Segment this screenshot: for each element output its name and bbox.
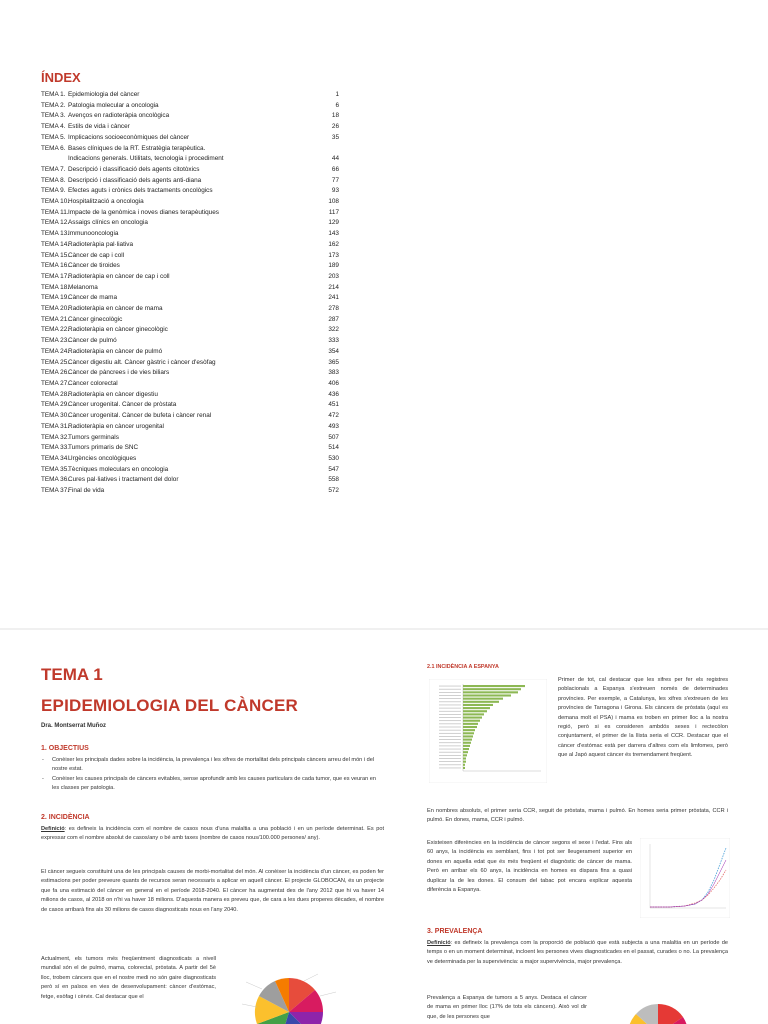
index-entry[interactable]	[41, 101, 339, 112]
bar-label-line	[439, 739, 461, 740]
entry-title: Càncer de pàncrees i de vies biliars	[68, 369, 170, 377]
entry-title: Càncer digestiu alt. Càncer gàstric i càncer d'esòfag	[68, 358, 216, 366]
index-title: ÍNDEX	[41, 70, 81, 85]
index-entry[interactable]	[41, 154, 339, 165]
entry-page: 451	[328, 401, 339, 409]
index-entry[interactable]	[41, 144, 339, 155]
entry-title: Implicacions socioeconòmiques del càncer	[68, 133, 190, 141]
index-entry[interactable]	[41, 283, 339, 294]
spain-incidence-bar-chart	[429, 679, 547, 783]
bar-label-line	[439, 698, 461, 699]
chart-bar	[463, 767, 465, 769]
entry-label: TEMA 8.	[41, 176, 66, 184]
index-entry[interactable]	[41, 433, 339, 444]
entry-page: 93	[331, 187, 339, 195]
prevalence-pie-chart	[598, 994, 728, 1024]
objectiu-item: - Conèixer les principals dades sobre la incidència, la prevalença i les xifres de mortalitat dels principals càncers arreu del món i del nostre estat.	[41, 756, 384, 775]
entry-label: TEMA 29.	[41, 401, 70, 409]
bar-label-line	[439, 689, 461, 690]
bar-label-line	[439, 717, 461, 718]
entry-title: Tumors germinals	[68, 433, 119, 441]
index-entry[interactable]	[41, 133, 339, 144]
chart-bar	[463, 757, 466, 759]
index-entry[interactable]	[41, 229, 339, 240]
bar-label-line	[439, 692, 461, 693]
entry-label: TEMA 27.	[41, 379, 70, 387]
entry-page: 287	[328, 315, 339, 323]
entry-title: Urgències oncològiques	[68, 454, 137, 462]
index-entry[interactable]	[41, 443, 339, 454]
index-entry[interactable]	[41, 411, 339, 422]
entry-label: TEMA 17.	[41, 272, 70, 280]
entry-title: Tècniques moleculars en oncologia	[68, 465, 169, 473]
entry-page: 129	[328, 219, 339, 227]
bar-label-line	[439, 724, 461, 725]
entry-title: Càncer de mama	[68, 294, 118, 302]
chart-bar	[463, 732, 474, 734]
incidencia-sex-age-paragraph: Existeixen diferències en la incidència de càncer segons el sexe i l'edat. Fins als 60 anys, la incidència es semblant, fins i tot pot ser lleugerament superior en dones en aquella edat que és més freqüent el diagnòstic de càncer de mama. Però en arribar els 60 anys, la incidència en homes es dispara fins a quasi duplicar la de les dones. El consum del tabac pot encara explicar aquesta diferència a Espanya.	[427, 840, 632, 894]
bar-label-line	[439, 752, 461, 753]
chart-bar	[463, 735, 473, 737]
chart-bar	[463, 729, 475, 731]
entry-label: TEMA 25.	[41, 358, 70, 366]
entry-title: Descripció i classificació dels agents anti-diana	[68, 176, 202, 184]
index-entry[interactable]	[41, 176, 339, 187]
entry-title: Avenços en radioteràpia oncològica	[68, 112, 170, 120]
chart-bar	[463, 748, 469, 750]
entry-label: TEMA 26.	[41, 369, 70, 377]
entry-title: Assaigs clínics en oncologia	[68, 219, 148, 227]
entry-title: Tumors primaris de SNC	[68, 444, 139, 452]
entry-title: Immunooncologia	[68, 230, 119, 238]
definition-text: : es defineix la incidència com el nombre de casos nous d'una malaltia a una població i en un període determinat. Es pot expressar com el nombre absolut de casos/any o bé amb taxes (nombre de casos nous/100.000 persones/ any).	[41, 826, 384, 842]
entry-page: 547	[328, 465, 339, 473]
chart-bar	[463, 739, 472, 741]
entry-label: TEMA 2.	[41, 101, 66, 109]
index-entry[interactable]	[41, 422, 339, 433]
definition-label: Definició	[41, 826, 65, 832]
entry-page: 278	[328, 305, 339, 313]
entry-label: TEMA 35.	[41, 465, 70, 473]
entry-title: Epidemiologia del càncer	[68, 91, 140, 98]
entry-page: 333	[328, 337, 339, 345]
chart-bar	[463, 694, 511, 696]
entry-page: 365	[328, 358, 339, 366]
incidencia-paragraph-2: Actualment, els tumors més freqüentment diagnosticats a nivell mundial són el de pulmó, mama, colorectal, pròstata. A partir del 5è lloc, trobem càncers que en el nostre medi no són gaire diagnosticats però sí en països en vies de desenvolupament: càncer d'estómac, fetge, esòfag i cèrvix. Cal destacar que el	[41, 956, 216, 1000]
entry-page: 162	[328, 240, 339, 248]
entry-page: 203	[328, 272, 339, 280]
entry-page: 214	[328, 283, 339, 291]
entry-title: Càncer de cap i coll	[68, 251, 125, 259]
entry-label: TEMA 11.	[41, 208, 69, 216]
entry-page: 558	[328, 476, 339, 484]
entry-page: 436	[328, 390, 339, 398]
objectius-list	[41, 756, 384, 794]
bar-label-line	[439, 686, 461, 687]
objectiu-item: - Conèixer les causes principals de càncers evitables, sense aprofundir amb les causes particulars de cada tumor, que es veuran en les classes per patologia.	[41, 775, 384, 794]
tema-title: EPIDEMIOLOGIA DEL CÀNCER	[41, 696, 298, 715]
entry-page: 472	[328, 412, 339, 420]
entry-title: Radioteràpia en càncer urogenital	[68, 422, 164, 430]
entry-title: Final de vida	[68, 487, 105, 495]
chart-bar	[463, 723, 478, 725]
author: Dra. Montserrat Muñoz	[41, 723, 107, 729]
entry-page: 18	[331, 112, 339, 120]
entry-page: 493	[328, 422, 339, 430]
entry-page: 507	[328, 433, 339, 441]
bar-label-line	[439, 714, 461, 715]
bar-label-line	[439, 746, 461, 747]
index-entry[interactable]	[41, 218, 339, 229]
entry-page: 189	[328, 262, 339, 270]
chart-bar	[463, 761, 466, 763]
index-entry[interactable]	[41, 261, 339, 272]
entry-title: Radioteràpia en càncer ginecològic	[68, 326, 168, 334]
entry-page: 530	[328, 454, 339, 462]
entry-title: Càncer urogenital. Càncer de pròstata	[68, 401, 177, 409]
entry-page: 77	[331, 176, 339, 184]
chart-bar	[463, 691, 518, 693]
entry-label: TEMA 20.	[41, 305, 70, 313]
world-incidence-pie-chart	[224, 952, 354, 1024]
index-entry[interactable]	[41, 347, 339, 358]
index-entry[interactable]	[41, 122, 339, 133]
incidencia-espanya-paragraph: Primer de tot, cal destacar que les xifres per fer els registres poblacionals a Espanya s'extreuen només de determinades províncies. Per exemple, a Catalunya, les xifres s'extreuen de les províncies de Tarragona i Girona. Els càncers de pròstata (aquí es demana molt el PSA) i mama es troben en primer lloc a la nostra regió, però si es consideren ambdós sexes i rectecòlon conjuntament, el primer de la llista seria el CCR. Destacar que el càncer d'estómac està per darrera d'altres com els limfomes, però que al Japó aquest càncer és tremendament freqüent.	[558, 677, 728, 759]
entry-label: TEMA 28.	[41, 390, 70, 398]
bar-label-line	[439, 730, 461, 731]
entry-label: TEMA 9.	[41, 187, 66, 195]
index-entry[interactable]	[41, 304, 339, 315]
bar-label-line	[439, 764, 461, 765]
incidencia-paragraph: El càncer segueix constituint una de les principals causes de morbi-mortalitat del món. Al conèixer la incidència d'un càncer, es poden fer estimacions per poder preveure quants de recursos seran necessaris a aplicar en aquell càncer. El projecte GLOBOCAN, és un projecte que fa una estimació del càncer en general en el període 2018-2040. El càncer ha augmentat des de l'any 2012 que hi va haver 14 milions de casos, al 2018 on n'hi va haver 18 milions. D'aquesta manera es preveu que, de cara a les dues properes dècades, el nombre de casos arribarà fins als 30 milions de casos diagnosticats nous en l'any 2040.	[41, 869, 384, 913]
chart-bar	[463, 710, 487, 712]
index-entry[interactable]	[41, 486, 339, 497]
definition-label: Definició	[427, 940, 451, 946]
entry-title: Càncer colorectal	[68, 379, 118, 387]
entry-page: 406	[328, 379, 339, 387]
chart-bar	[463, 764, 465, 766]
bar-label-line	[439, 708, 461, 709]
chart-bar	[463, 742, 471, 744]
bar-label-line	[439, 720, 461, 721]
entry-label: TEMA 36.	[41, 476, 70, 484]
entry-title: Descripció i classificació dels agents citotòxics	[68, 165, 200, 173]
index-entry[interactable]	[41, 368, 339, 379]
entry-page: 1	[335, 91, 339, 98]
section-incidencia-heading: 2. INCIDÈNCIA	[41, 814, 90, 821]
chart-bar	[463, 713, 484, 715]
entry-page: 241	[328, 294, 339, 302]
entry-title: Radioteràpia pal·liativa	[68, 240, 134, 248]
index-entry[interactable]	[41, 251, 339, 262]
bar-label-line	[439, 711, 461, 712]
chart-bar	[463, 685, 525, 687]
entry-title: Radioteràpia en càncer de mama	[68, 305, 163, 313]
entry-title: Melanoma	[68, 283, 98, 291]
prevalenca-definition	[427, 939, 728, 967]
bar-label-line	[439, 755, 461, 756]
entry-label: TEMA 7.	[41, 165, 66, 173]
entry-title: Cures pal·liatives i tractament del dolor	[68, 476, 179, 484]
chart-bar	[463, 701, 499, 703]
index-entry[interactable]	[41, 325, 339, 336]
incidencia-absolute-paragraph: En nombres absoluts, el primer seria CCR, seguit de pròstata, mama i pulmó. En homes seria primer pròstata, CCR i pulmó. En dones, mama, CCR i pulmó.	[427, 808, 728, 824]
entry-page: 322	[328, 326, 339, 334]
entry-label: TEMA 10.	[41, 198, 70, 206]
entry-label: TEMA 30.	[41, 412, 70, 420]
entry-label: TEMA 31.	[41, 422, 70, 430]
entry-title: Càncer de pulmó	[68, 337, 117, 345]
index-entry[interactable]	[41, 272, 339, 283]
bar-label-line	[439, 758, 461, 759]
index-entry[interactable]	[41, 186, 339, 197]
bar-label-line	[439, 768, 461, 769]
entry-label: TEMA 19.	[41, 294, 70, 302]
bar-label-line	[439, 727, 461, 728]
chart-bar	[463, 688, 521, 690]
bar-label-line	[439, 749, 461, 750]
index-entry[interactable]	[41, 240, 339, 251]
entry-title: Hospitalització a oncologia	[68, 198, 144, 206]
index-entry[interactable]	[41, 465, 339, 476]
bar-label-line	[439, 742, 461, 743]
entry-label: TEMA 16.	[41, 262, 70, 270]
prevalenca-paragraph: Prevalença a Espanya de tumors a 5 anys. Destaca el càncer de mama en primer lloc (17% de tots els càncers). Això vol dir que, de les persones que	[427, 995, 587, 1020]
entry-label: TEMA 18.	[41, 283, 70, 291]
entry-title: Impacte de la genòmica i noves dianes terapèutiques	[68, 208, 219, 216]
entry-label: TEMA 23.	[41, 337, 70, 345]
entry-title: Radioteràpia en càncer de cap i coll	[68, 272, 170, 280]
chart-bar	[463, 698, 503, 700]
entry-label: TEMA 22.	[41, 326, 70, 334]
section-incidencia-espanya-heading: 2.1 INCIDÈNCIA A ESPANYA	[427, 664, 499, 670]
entry-label: TEMA 3.	[41, 112, 66, 120]
entry-label: TEMA 32.	[41, 433, 70, 441]
entry-page: 35	[331, 133, 339, 141]
entry-title: Càncer de tiroides	[68, 262, 120, 270]
entry-page	[317, 144, 339, 155]
entry-label: TEMA 15.	[41, 251, 70, 259]
entry-page: 108	[328, 198, 339, 206]
entry-label: TEMA 12.	[41, 219, 70, 227]
entry-title: Radioteràpia en càncer de pulmó	[68, 347, 163, 355]
index-entry[interactable]	[41, 475, 339, 486]
entry-page: 6	[335, 101, 339, 109]
index-entry[interactable]	[41, 336, 339, 347]
chart-bar	[463, 720, 480, 722]
entry-label: TEMA 24.	[41, 347, 70, 355]
bar-label-line	[439, 701, 461, 702]
entry-label: TEMA 1.	[41, 91, 66, 98]
index-entry[interactable]	[41, 315, 339, 326]
entry-page: 572	[328, 487, 339, 495]
entry-title: Radioteràpia en càncer digestiu	[68, 390, 158, 398]
entry-label: TEMA 33.	[41, 444, 70, 452]
entry-label: TEMA 14.	[41, 240, 70, 248]
entry-page: 514	[328, 444, 339, 452]
incidencia-definition	[41, 825, 384, 844]
incidence-by-age-line-chart	[640, 838, 730, 918]
index-entry[interactable]	[41, 197, 339, 208]
chart-bar	[463, 754, 467, 756]
entry-title: Càncer ginecològic	[68, 315, 123, 323]
index-list	[41, 90, 339, 497]
section-prevalenca-heading: 3. PREVALENÇA	[427, 928, 483, 935]
index-entry[interactable]	[41, 379, 339, 390]
index-entry[interactable]	[41, 165, 339, 176]
entry-page: 66	[331, 165, 339, 173]
bar-label-line	[439, 736, 461, 737]
entry-label: TEMA 37.	[41, 487, 70, 495]
index-entry[interactable]	[41, 208, 339, 219]
index-entry[interactable]	[41, 400, 339, 411]
entry-title: Estils de vida i càncer	[68, 123, 130, 131]
bar-label-line	[439, 733, 461, 734]
chart-bar	[463, 726, 477, 728]
entry-title: Patologia molecular a oncologia	[68, 101, 159, 109]
entry-page: 354	[328, 347, 339, 355]
definition-text: : es defineix la prevalença com la proporció de població que està subjecta a una malaltia en un període de temps o en un moment determinat, incloent les persones vives diagnosticades en el passat, curades o no. La prevalença ve determinada per la supervivència: a major supervivència, major prevalença.	[427, 940, 728, 965]
index-entry[interactable]	[41, 293, 339, 304]
section-objectius-heading: 1. OBJECTIUS	[41, 745, 89, 752]
entry-title: Bases clíniques de la RT. Estratègia terapèutica.	[68, 144, 206, 152]
chart-bar	[463, 751, 468, 753]
bar-label-line	[439, 695, 461, 696]
entry-page: 383	[328, 369, 339, 377]
entry-title: Indicacions generals. Utilitats, tecnologia i procediment	[68, 155, 224, 163]
chart-bar	[463, 717, 482, 719]
entry-title: Càncer urogenital. Càncer de bufeta i càncer renal	[68, 412, 212, 420]
entry-label: TEMA 13.	[41, 230, 70, 238]
entry-page: 173	[328, 251, 339, 259]
chart-bar	[463, 707, 490, 709]
entry-label: TEMA 5.	[41, 133, 66, 141]
index-entry[interactable]	[41, 390, 339, 401]
entry-label: TEMA 4.	[41, 123, 66, 131]
entry-page: 143	[328, 230, 339, 238]
entry-label: TEMA 34.	[41, 454, 70, 462]
entry-page: 26	[331, 123, 339, 131]
index-entry[interactable]	[41, 111, 339, 122]
entry-title: Efectes aguts i crònics dels tractaments oncològics	[68, 187, 213, 195]
entry-page: 44	[331, 155, 339, 163]
index-entry[interactable]	[41, 358, 339, 369]
chart-bar	[463, 704, 493, 706]
bar-label-line	[439, 705, 461, 706]
bar-label-line	[439, 761, 461, 762]
entry-page: 117	[328, 208, 339, 216]
index-entry[interactable]	[41, 454, 339, 465]
chart-bar	[463, 745, 470, 747]
index-entry[interactable]	[41, 90, 339, 101]
entry-label: TEMA 6.	[41, 144, 66, 152]
tema-number: TEMA 1	[41, 665, 103, 684]
entry-label: TEMA 21.	[41, 315, 70, 323]
